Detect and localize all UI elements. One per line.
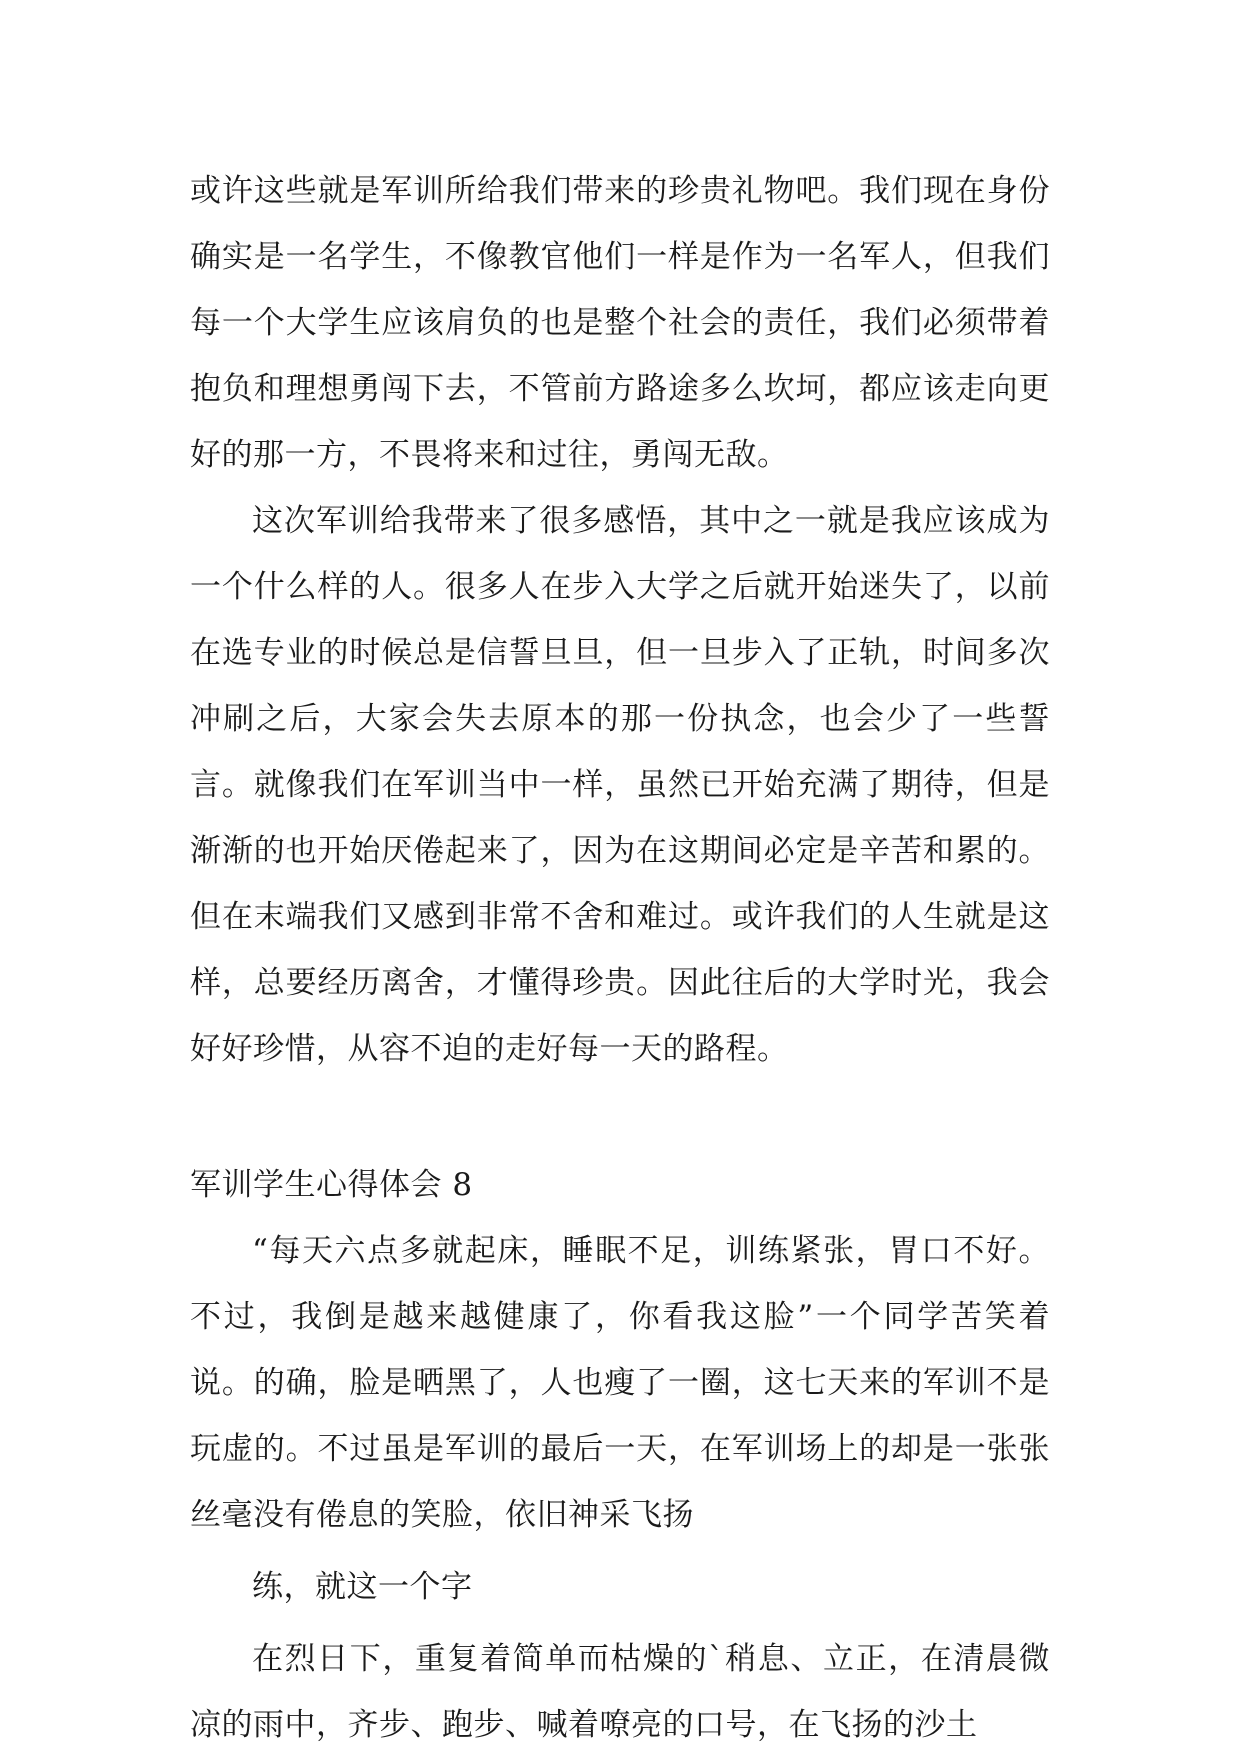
section-heading: 军训学生心得体会 8 [190, 1167, 473, 1203]
paragraph-5: 在烈日下，重复着简单而枯燥的`稍息、立正，在清晨微凉的雨中，齐步、跑步、喊着嘹亮的口号，在飞扬的沙土 [190, 1641, 1050, 1743]
paragraph-4: 练，就这一个字 [252, 1569, 473, 1605]
paragraph-3: “每天六点多就起床，睡眠不足，训练紧张，胃口不好。不过，我倒是越来越健康了，你看我这脸”一个同学苦笑着说。的确，脸是晒黑了，人也瘦了一圈，这七天来的军训不是玩虚的。不过虽是军训的最后一天，在军训场上的却是一张张丝毫没有倦息的笑脸，依旧神采飞扬 [190, 1233, 1050, 1533]
document-page [190, 158, 1050, 1758]
paragraph-2: 这次军训给我带来了很多感悟，其中之一就是我应该成为一个什么样的人。很多人在步入大学之后就开始迷失了，以前在选专业的时候总是信誓旦旦，但一旦步入了正轨，时间多次冲刷之后，大家会失去原本的那一份执念，也会少了一些誓言。就像我们在军训当中一样，虽然已开始充满了期待，但是渐渐的也开始厌倦起来了，因为在这期间必定是辛苦和累的。但在末端我们又感到非常不舍和难过。或许我们的人生就是这样，总要经历离舍，才懂得珍贵。因此往后的大学时光，我会好好珍惜，从容不迫的走好每一天的路程。 [190, 503, 1050, 1067]
paragraph-1: 或许这些就是军训所给我们带来的珍贵礼物吧。我们现在身份确实是一名学生，不像教官他们一样是作为一名军人，但我们每一个大学生应该肩负的也是整个社会的责任，我们必须带着抱负和理想勇闯下去，不管前方路途多么坎坷，都应该走向更好的那一方，不畏将来和过往，勇闯无敌。 [190, 173, 1050, 473]
